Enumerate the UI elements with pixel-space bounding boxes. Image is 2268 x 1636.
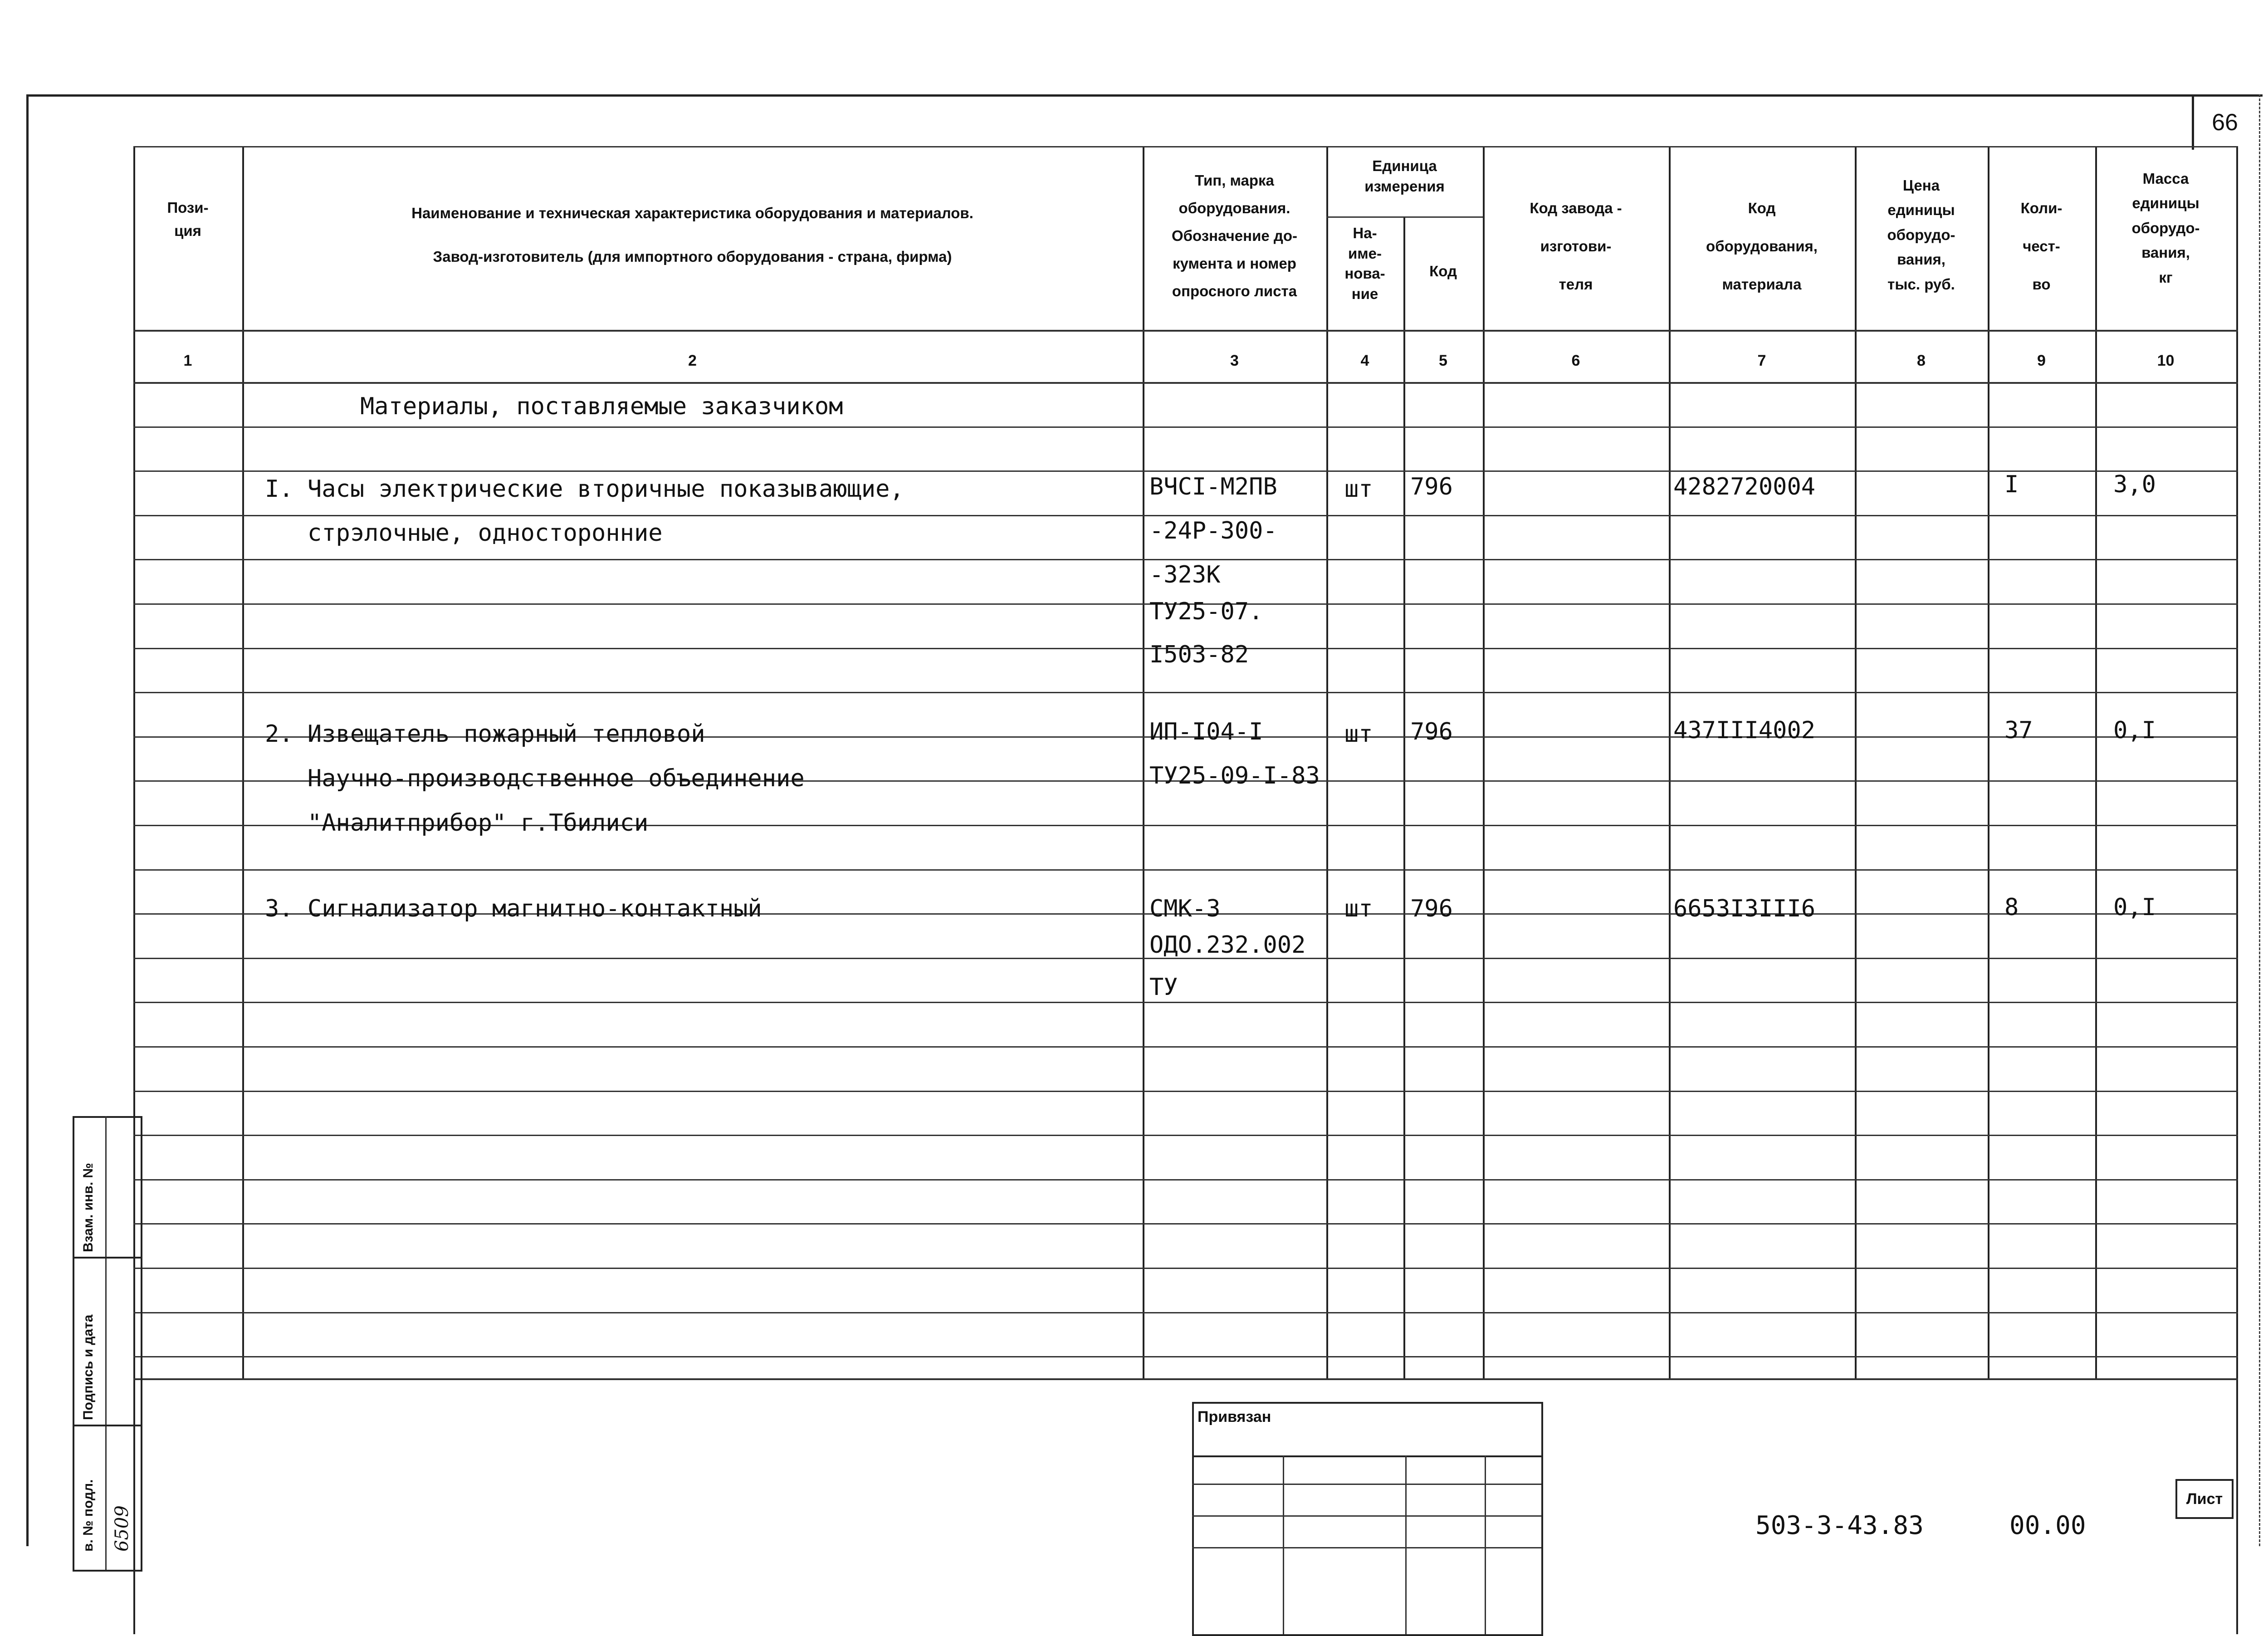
binding-stamp xyxy=(1192,1402,1541,1634)
item-2-unit-code: 796 xyxy=(1410,718,1453,745)
item-2-type-line-2: ТУ25-09-I-83 xyxy=(1149,762,1320,789)
frame-left-border xyxy=(26,94,29,1546)
item-1-name-line-1: I. Часы электрические вторичные показывающие, xyxy=(265,475,904,503)
item-3-equipment-code: 6653I3III6 xyxy=(1673,895,1816,922)
row-line-4 xyxy=(133,559,2238,560)
header-mass: Масса единицы оборудо- вания, кг xyxy=(2131,170,2200,286)
item-2-mass: 0,I xyxy=(2113,717,2156,744)
row-line-19 xyxy=(133,1223,2238,1225)
row-line-11 xyxy=(133,869,2238,871)
item-1-unit: шт xyxy=(1344,475,1373,503)
item-2-quantity: 37 xyxy=(2004,717,2033,744)
row-line-3 xyxy=(133,515,2238,516)
frame-top-border xyxy=(26,94,2263,97)
column-number-2: 2 xyxy=(688,352,697,369)
column-numbers-bottom-line xyxy=(133,382,2238,384)
column-number-3: 3 xyxy=(1230,352,1239,369)
header-unit-code: Код xyxy=(1429,263,1457,279)
binding-stamp-title: Привязан xyxy=(1198,1408,1271,1425)
header-type: Тип, марка оборудования. Обозначение до- кумента и номер опросного листа xyxy=(1172,172,1297,300)
item-3-type-line-3: ТУ xyxy=(1149,974,1178,1001)
document-code: 503-3-43.83 xyxy=(1755,1511,1924,1540)
title-block-right-line xyxy=(2236,1380,2238,1634)
item-2-unit: шт xyxy=(1344,720,1373,748)
item-1-unit-code: 796 xyxy=(1410,473,1453,500)
column-number-6: 6 xyxy=(1571,352,1580,369)
row-line-2 xyxy=(133,470,2238,472)
column-number-9: 9 xyxy=(2037,352,2046,369)
item-3-unit: шт xyxy=(1344,895,1373,922)
item-1-type-line-3: -323К xyxy=(1149,561,1221,588)
header-name: Наименование и техническая характеристика оборудования и материалов. Завод-изготовитель (для импортного оборудования - страна, фирма) xyxy=(411,205,973,265)
item-1-mass: 3,0 xyxy=(2113,471,2156,498)
item-2-name-line-2: Научно-производственное объединение xyxy=(265,765,805,792)
column-number-4: 4 xyxy=(1360,352,1369,369)
header-quantity: Коли- чест- во xyxy=(2020,200,2063,293)
row-line-15 xyxy=(133,1046,2238,1048)
specification-table xyxy=(133,146,2238,1380)
frame-right-border xyxy=(2259,94,2260,1546)
side-handwritten-number: 6509 xyxy=(112,1505,132,1552)
item-3-unit-code: 796 xyxy=(1410,895,1453,922)
item-3-type-line-1: СМК-3 xyxy=(1149,895,1221,922)
stamp-col-1 xyxy=(1283,1455,1284,1634)
sheet-label-box: Лист xyxy=(2175,1479,2234,1519)
row-line-14 xyxy=(133,1002,2238,1003)
column-number-5: 5 xyxy=(1439,352,1447,369)
item-1-type-line-5: I503-82 xyxy=(1149,641,1249,668)
header-plant-code: Код завода - изготови- теля xyxy=(1530,200,1622,293)
item-3-quantity: 8 xyxy=(2004,894,2019,921)
item-1-type-line-1: ВЧСI-М2ПВ xyxy=(1149,473,1277,500)
column-number-8: 8 xyxy=(1917,352,1926,369)
row-line-16 xyxy=(133,1091,2238,1092)
item-3-mass: 0,I xyxy=(2113,894,2156,921)
row-line-22 xyxy=(133,1356,2238,1357)
side-strip-line-2 xyxy=(73,1425,141,1426)
column-number-1: 1 xyxy=(183,352,192,369)
table-bottom-line xyxy=(133,1378,2238,1380)
stamp-line-1 xyxy=(1192,1455,1541,1457)
side-strip-line-1 xyxy=(73,1257,141,1259)
header-unit-group: Единица измерения xyxy=(1364,157,1445,195)
stamp-line-3 xyxy=(1192,1515,1541,1517)
binding-stamp-frame xyxy=(1192,1402,1543,1636)
document-code-suffix: 00.00 xyxy=(2009,1511,2086,1540)
row-line-1 xyxy=(133,426,2238,428)
side-strip-divider xyxy=(105,1116,107,1570)
stamp-col-3 xyxy=(1485,1455,1486,1634)
side-label-original-inv: в. № подл. xyxy=(81,1479,96,1552)
unit-subheader-line xyxy=(1326,216,1483,218)
row-line-17 xyxy=(133,1135,2238,1136)
sheet-number: 66 xyxy=(2212,109,2238,136)
item-1-equipment-code: 4282720004 xyxy=(1673,473,1816,500)
item-1-type-line-2: -24Р-300- xyxy=(1149,517,1277,544)
col-line-4 xyxy=(1403,216,1405,1380)
side-label-signature-date: Подпись и дата xyxy=(81,1314,96,1420)
header-price: Цена единицы оборудо- вания, тыс. руб. xyxy=(1887,177,1955,293)
column-number-10: 10 xyxy=(2157,352,2175,369)
item-1-type-line-4: ТУ25-07. xyxy=(1149,598,1263,625)
item-1-name-line-2: стрэлочные, односторонние xyxy=(265,519,663,547)
header-position: Пози- ция xyxy=(167,199,209,240)
row-line-20 xyxy=(133,1268,2238,1269)
stamp-col-2 xyxy=(1405,1455,1407,1634)
item-2-name-line-1: 2. Извещатель пожарный тепловой xyxy=(265,720,705,748)
header-equipment-code: Код оборудования, материала xyxy=(1706,200,1818,293)
item-2-name-line-3: "Аналитприбор" г.Тбилиси xyxy=(265,809,649,837)
section-title: Материалы, поставляемые заказчиком xyxy=(360,393,843,420)
side-approval-strip xyxy=(73,1116,141,1570)
item-3-type-line-2: ОДО.232.002 xyxy=(1149,931,1306,959)
row-line-18 xyxy=(133,1179,2238,1180)
header-bottom-line xyxy=(133,330,2238,332)
header-unit-name: На- име- нова- ние xyxy=(1344,225,1385,302)
item-1-quantity: I xyxy=(2004,471,2019,498)
item-2-type-line-1: ИП-I04-I xyxy=(1149,718,1263,745)
item-2-equipment-code: 437III4002 xyxy=(1673,717,1816,744)
row-line-7 xyxy=(133,692,2238,693)
stamp-line-4 xyxy=(1192,1547,1541,1548)
stamp-line-2 xyxy=(1192,1484,1541,1485)
side-label-replace-inv: Взам. инв. № xyxy=(81,1163,96,1252)
column-number-7: 7 xyxy=(1757,352,1766,369)
row-line-21 xyxy=(133,1312,2238,1313)
item-3-name-line-1: 3. Сигнализатор магнитно-контактный xyxy=(265,895,762,922)
table-top-line xyxy=(133,146,2238,147)
